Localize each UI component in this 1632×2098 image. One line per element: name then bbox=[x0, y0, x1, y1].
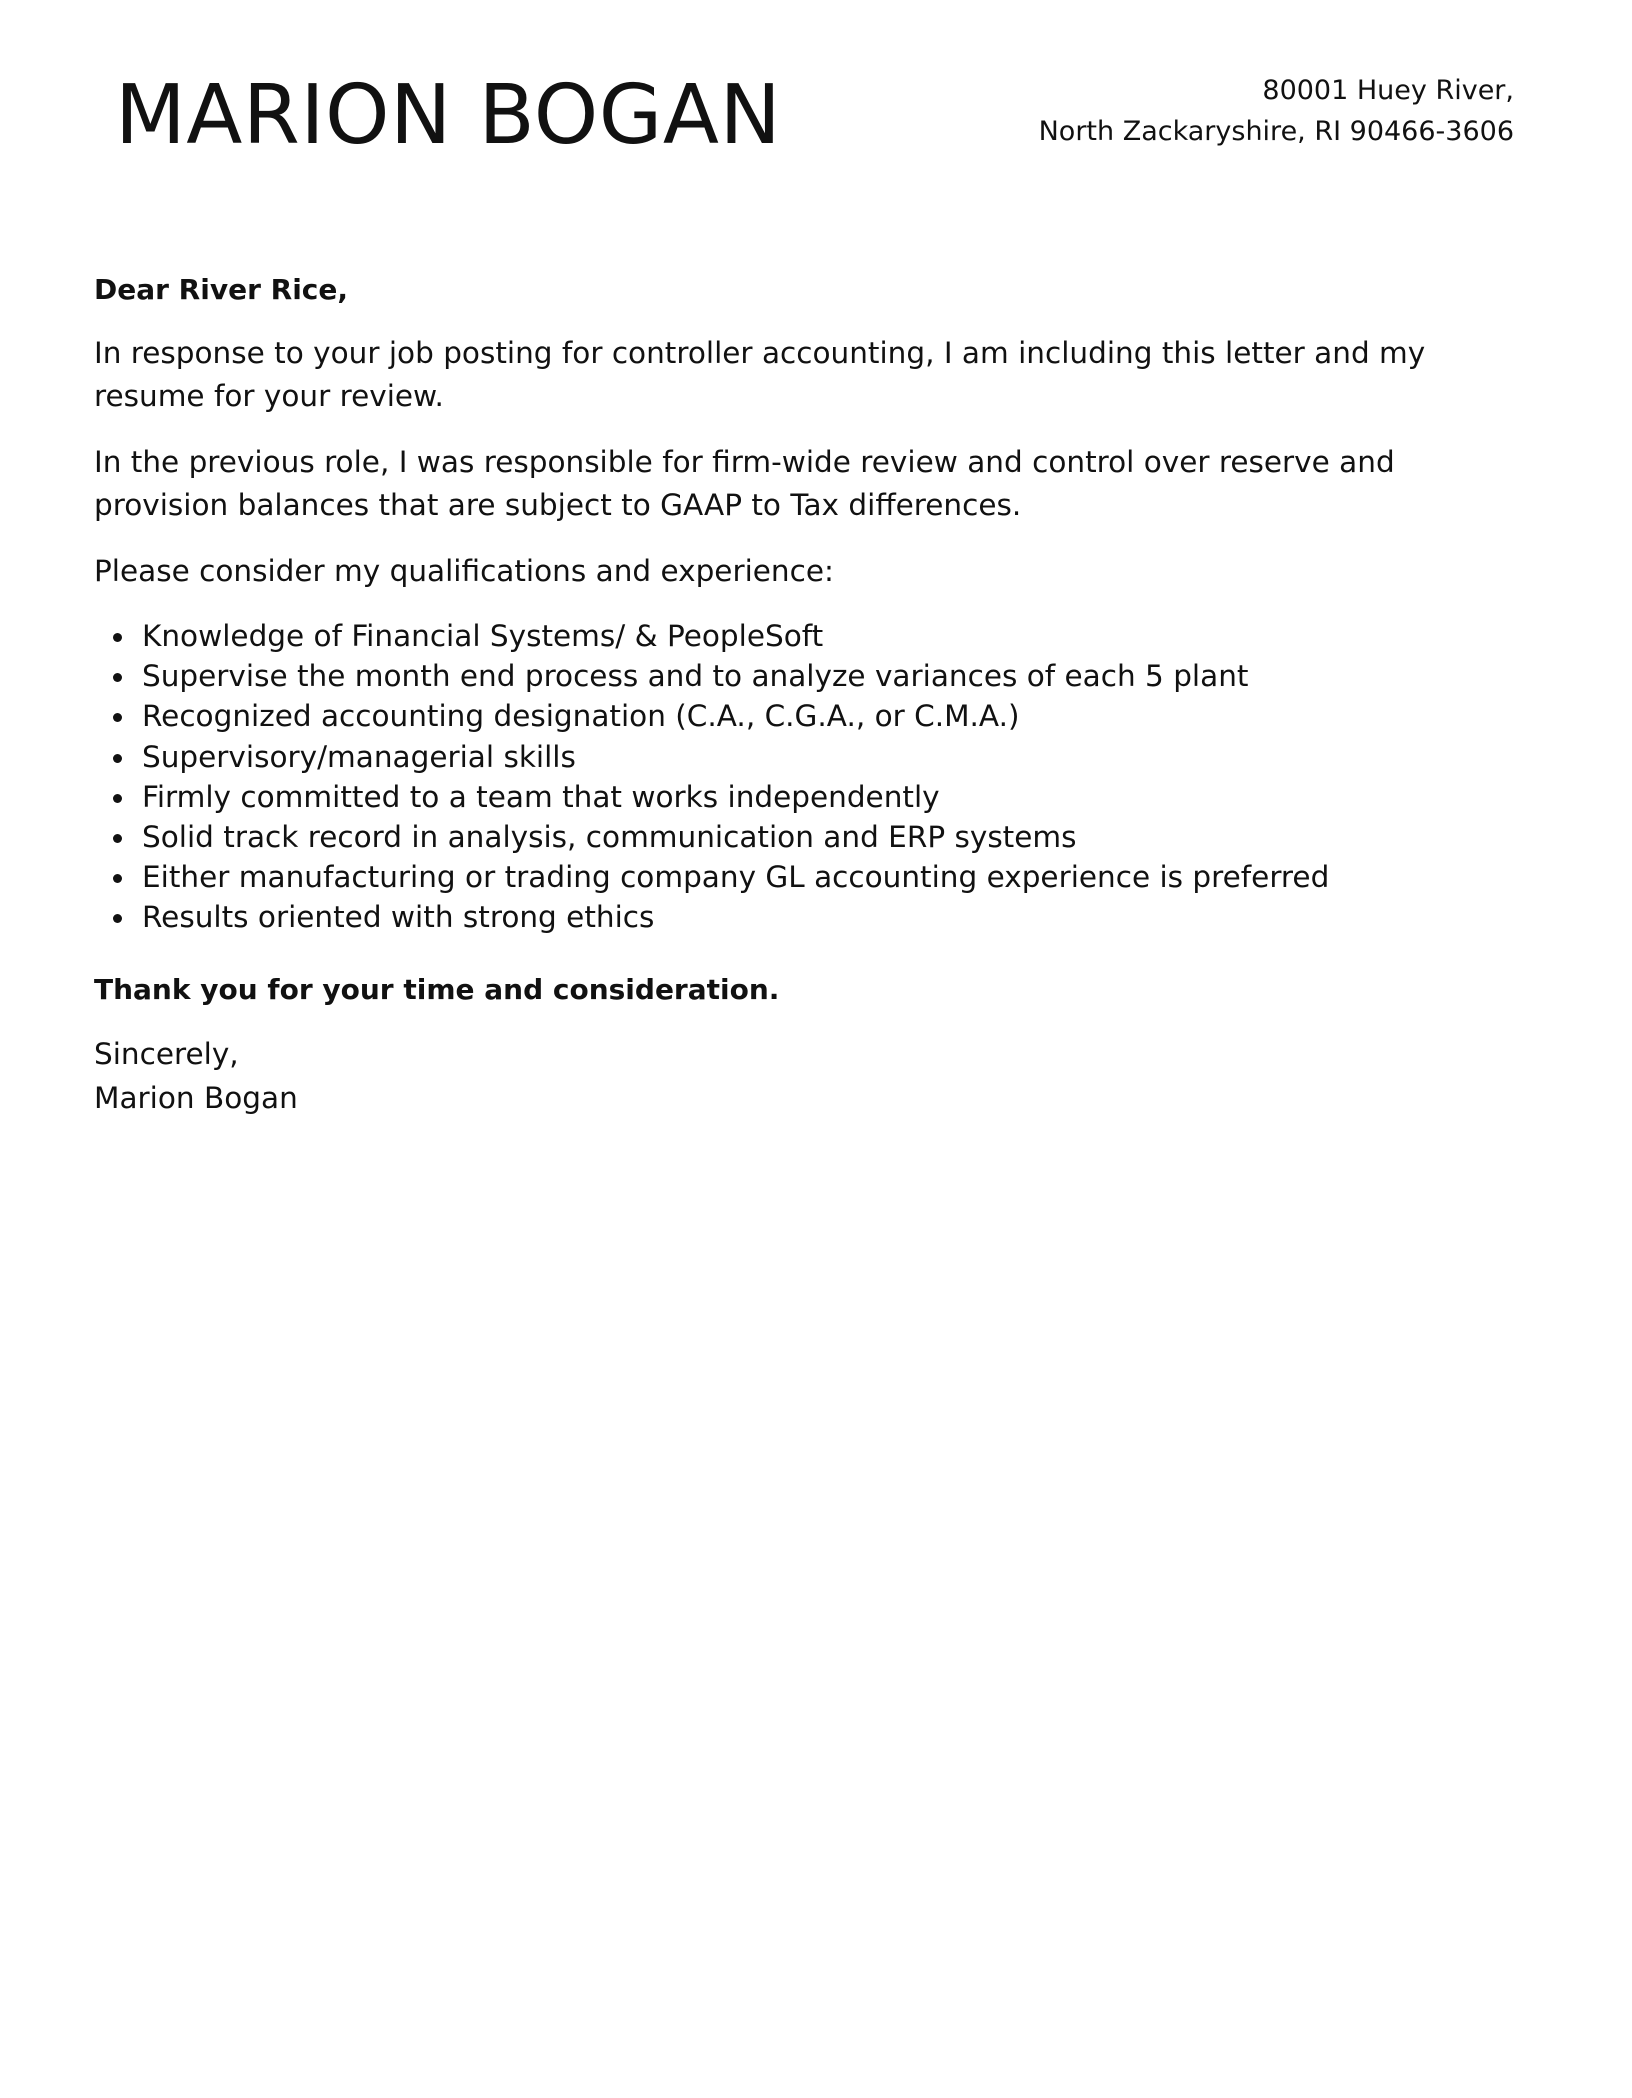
closing-line: Thank you for your time and consideration. bbox=[94, 972, 780, 1006]
qualifications-list bbox=[94, 616, 1534, 938]
list-item: Firmly committed to a team that works independently bbox=[142, 777, 1534, 817]
sender-name: MARION BOGAN bbox=[115, 68, 782, 163]
letter-body bbox=[94, 268, 1534, 1120]
sender-address bbox=[1039, 70, 1514, 152]
intro-paragraph: In response to your job posting for controller accounting, I am including this letter and my resume for your review. bbox=[94, 336, 1426, 413]
list-item: Knowledge of Financial Systems/ & PeopleSoft bbox=[142, 616, 1534, 656]
signoff-block bbox=[94, 1032, 1534, 1120]
address-line-2: North Zackaryshire, RI 90466-3606 bbox=[1038, 116, 1514, 147]
list-item: Supervisory/managerial skills bbox=[142, 737, 1534, 777]
list-item: Solid track record in analysis, communication and ERP systems bbox=[142, 817, 1534, 857]
signoff: Sincerely, bbox=[94, 1036, 239, 1071]
address-line-1: 80001 Huey River, bbox=[1262, 75, 1514, 106]
experience-paragraph: In the previous role, I was responsible for firm-wide review and control over reserve and provision balances that are subject to GAAP to Tax differences. bbox=[94, 445, 1395, 522]
qualifications-intro: Please consider my qualifications and experience: bbox=[94, 554, 834, 588]
list-item: Results oriented with strong ethics bbox=[142, 897, 1534, 937]
signature-name: Marion Bogan bbox=[94, 1080, 298, 1115]
list-item: Supervise the month end process and to analyze variances of each 5 plant bbox=[142, 656, 1534, 696]
salutation: Dear River Rice, bbox=[94, 273, 349, 306]
list-item: Either manufacturing or trading company GL accounting experience is preferred bbox=[142, 857, 1534, 897]
list-item: Recognized accounting designation (C.A., C.G.A., or C.M.A.) bbox=[142, 696, 1534, 736]
